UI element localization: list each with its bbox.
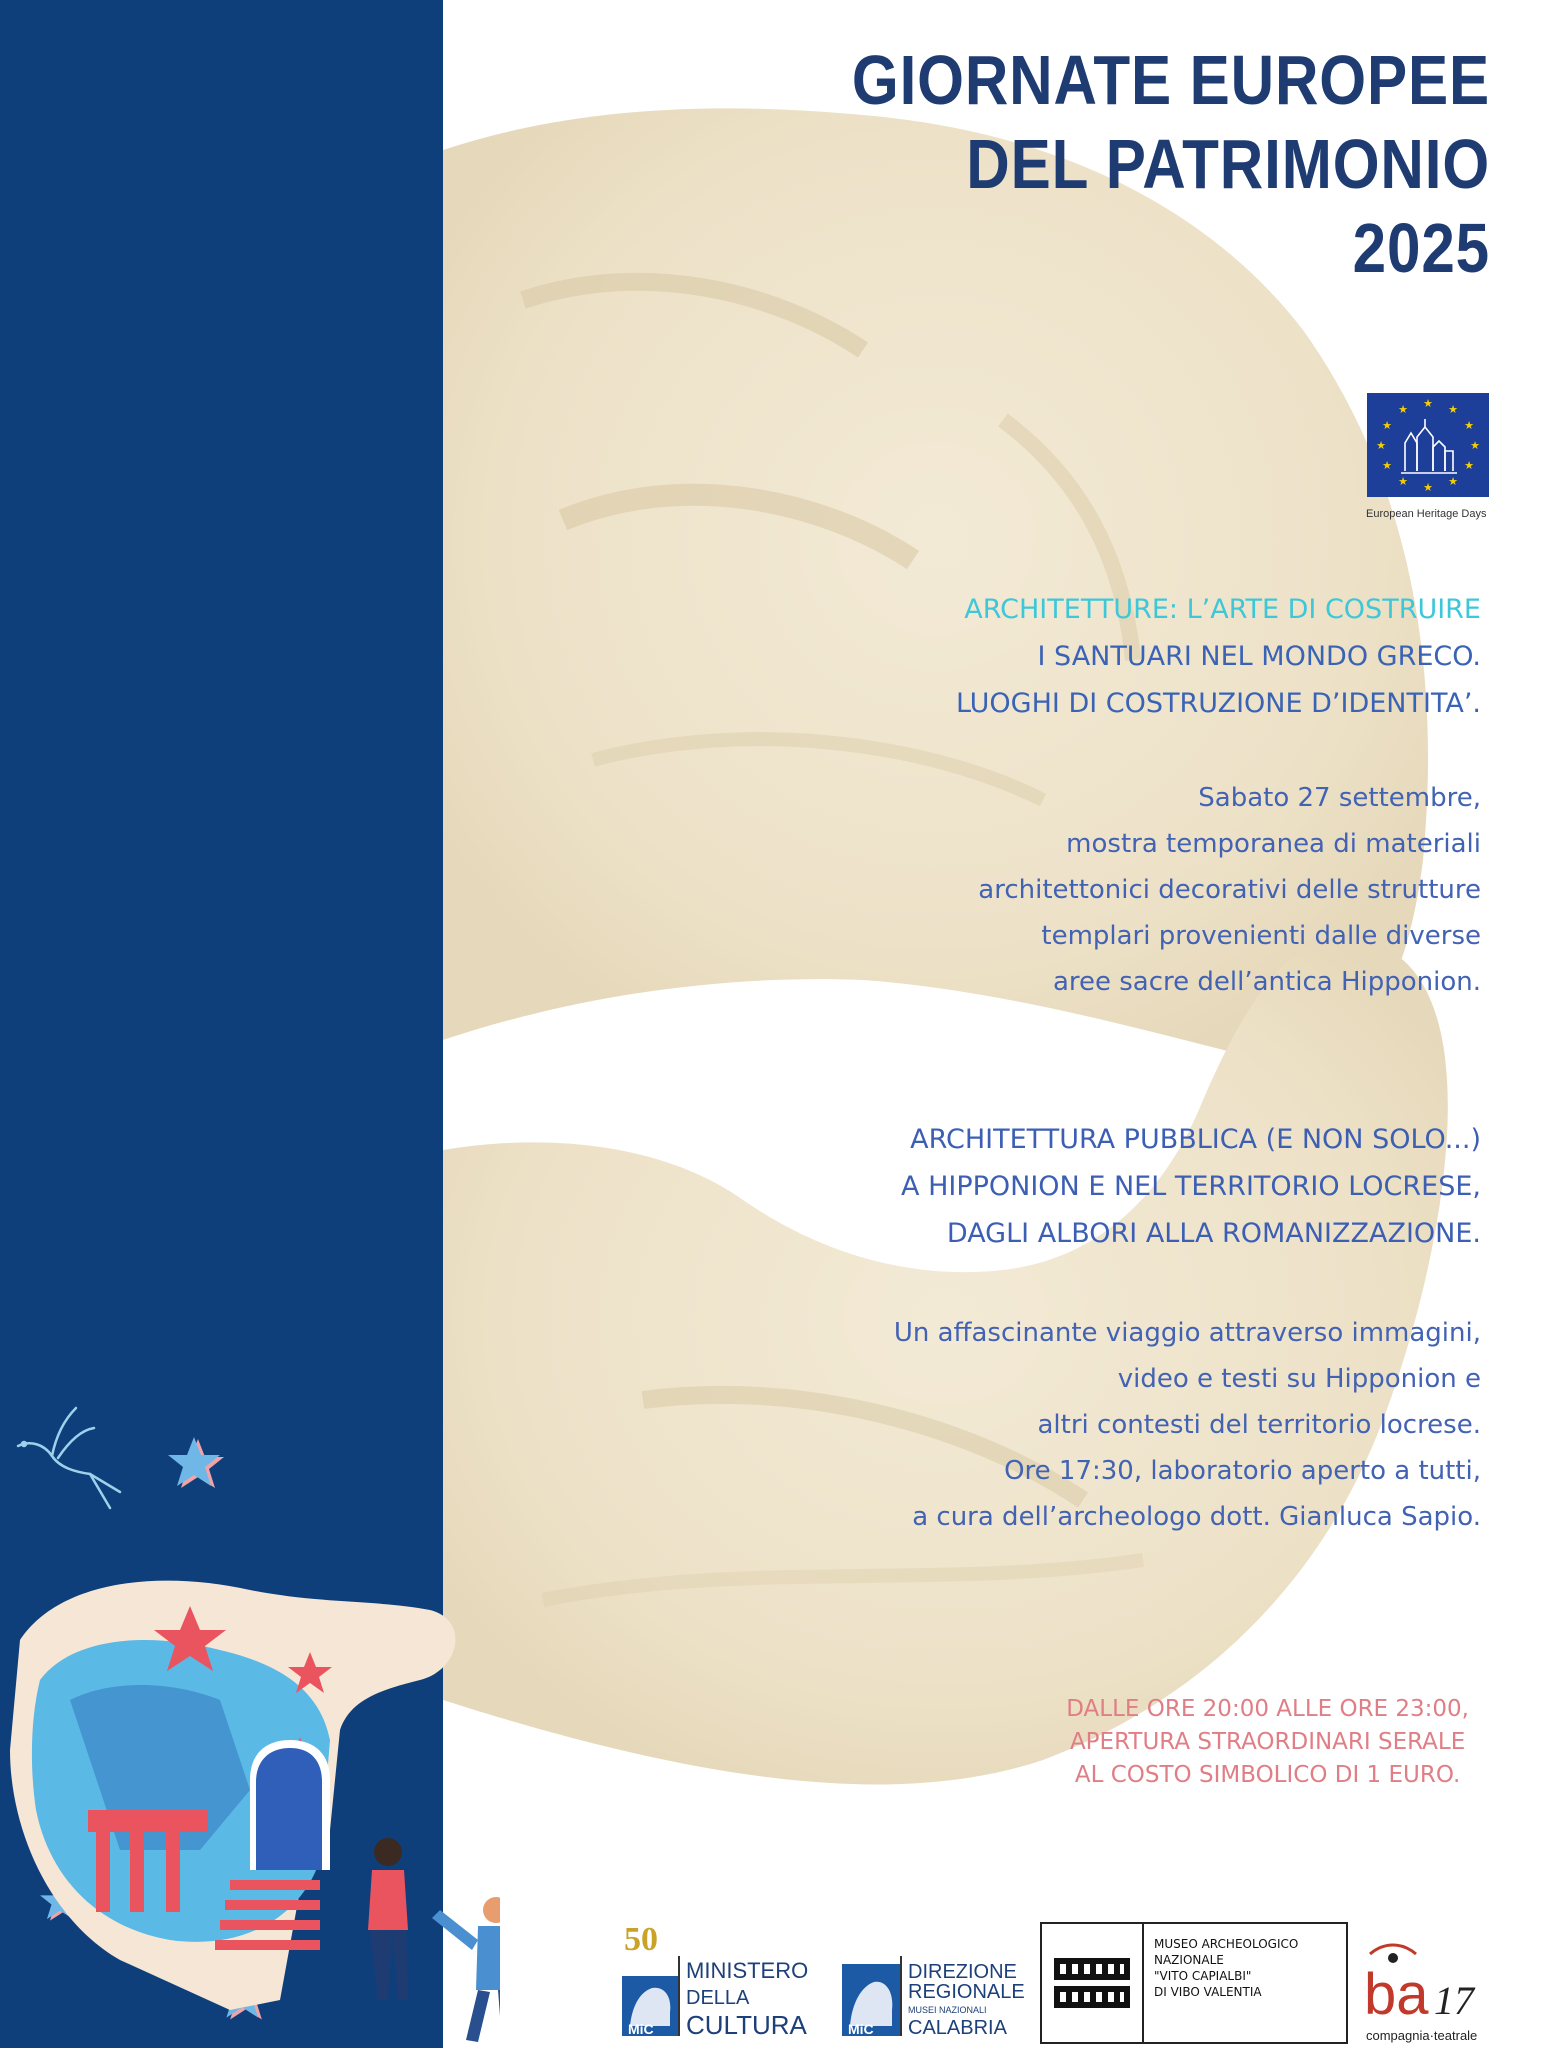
- museum-line: MUSEO ARCHEOLOGICO: [1154, 1937, 1299, 1951]
- heading2-line: DAGLI ALBORI ALLA ROMANIZZAZIONE.: [946, 1218, 1481, 1249]
- evening-line: DALLE ORE 20:00 ALLE ORE 23:00,: [1066, 1696, 1469, 1722]
- svg-text:ba: ba: [1364, 1962, 1429, 2027]
- event2-heading: [901, 1116, 1481, 1257]
- museum-name: [1154, 1936, 1298, 2000]
- svg-text:★: ★: [1464, 419, 1474, 432]
- european-heritage-days-logo: [1367, 393, 1489, 497]
- event1-line: templari provenienti dalle diverse: [1041, 921, 1481, 951]
- svg-text:★: ★: [1382, 419, 1392, 432]
- evening-line: APERTURA STRAORDINARI SERALE: [1069, 1729, 1466, 1755]
- svg-text:REGIONALE: REGIONALE: [908, 1981, 1025, 2003]
- svg-text:17: 17: [1434, 1978, 1474, 2023]
- heritage-head-illustration: [0, 1530, 500, 2048]
- event1-line: aree sacre dell’antica Hipponion.: [1052, 967, 1481, 997]
- theme-highlight: ARCHITETTURE: L’ARTE DI COSTRUIRE: [964, 594, 1481, 625]
- svg-text:★: ★: [1448, 475, 1458, 488]
- svg-text:DIREZIONE: DIREZIONE: [908, 1961, 1017, 1983]
- svg-text:MiC: MiC: [628, 2021, 654, 2037]
- svg-text:CALABRIA: CALABRIA: [908, 2017, 1007, 2039]
- partner-logos: [610, 1910, 1510, 2048]
- svg-text:DELLA: DELLA: [686, 1987, 750, 2009]
- title-line-3: 2025: [1352, 209, 1490, 287]
- event2-line: video e testi su Hipponion e: [1117, 1364, 1481, 1394]
- ministero-cultura-logo: [618, 1916, 818, 2040]
- svg-text:★: ★: [1376, 439, 1386, 452]
- event1-line: mostra temporanea di materiali: [1066, 829, 1481, 859]
- heading2-line: ARCHITETTURA PUBBLICA (E NON SOLO...): [910, 1124, 1481, 1155]
- svg-text:MUSEI NAZIONALI: MUSEI NAZIONALI: [908, 2005, 987, 2015]
- title-line-2: DEL PATRIMONIO: [966, 125, 1490, 203]
- event1-line: Sabato 27 settembre,: [1198, 783, 1481, 813]
- svg-text:★: ★: [1464, 459, 1474, 472]
- title-line-1: GIORNATE EUROPEE: [851, 41, 1490, 119]
- event2-line: Un affascinante viaggio attraverso immagini,: [893, 1318, 1481, 1348]
- svg-text:★: ★: [1448, 403, 1458, 416]
- museum-line: DI VIBO VALENTIA: [1154, 1985, 1262, 1999]
- evening-opening-notice: [1066, 1693, 1469, 1792]
- museum-line: "VITO CAPIALBI": [1154, 1969, 1252, 1983]
- svg-text:★: ★: [1398, 403, 1408, 416]
- svg-text:★: ★: [1398, 475, 1408, 488]
- theme-block: [956, 586, 1481, 727]
- theme-line: I SANTUARI NEL MONDO GRECO.: [1037, 641, 1481, 672]
- event1-description: [978, 775, 1481, 1005]
- theme-line: LUOGHI DI COSTRUZIONE D’IDENTITA’.: [955, 688, 1481, 719]
- direzione-regionale-logo: [838, 1916, 1038, 2040]
- ehd-caption: European Heritage Days: [1366, 508, 1487, 520]
- svg-text:★: ★: [1423, 481, 1433, 494]
- museum-divider: [1142, 1924, 1144, 2042]
- svg-text:CULTURA: CULTURA: [686, 2010, 807, 2040]
- svg-text:★: ★: [1423, 397, 1433, 410]
- svg-text:MiC: MiC: [848, 2021, 874, 2037]
- people-illustration: [368, 1838, 500, 2042]
- svg-text:50: 50: [624, 1921, 658, 1958]
- star-icon: [168, 1435, 228, 1495]
- event2-line: altri contesti del territorio locrese.: [1037, 1410, 1481, 1440]
- museum-mark-icon: [1050, 1944, 1134, 2020]
- svg-text:MINISTERO: MINISTERO: [686, 1958, 809, 1983]
- museo-capialbi-logo: [1040, 1922, 1348, 2044]
- svg-text:★: ★: [1382, 459, 1392, 472]
- evening-line: AL COSTO SIMBOLICO DI 1 EURO.: [1074, 1762, 1461, 1788]
- museum-line: NAZIONALE: [1154, 1953, 1224, 1967]
- event2-description: [894, 1310, 1481, 1540]
- heading2-line: A HIPPONION E NEL TERRITORIO LOCRESE,: [901, 1171, 1481, 1202]
- ba17-logo: [1362, 1916, 1492, 2046]
- bird-icon: [10, 1400, 130, 1520]
- svg-text:★: ★: [1470, 439, 1480, 452]
- page-title: [748, 38, 1490, 290]
- svg-text:compagnia·teatrale: compagnia·teatrale: [1366, 2028, 1478, 2043]
- event1-line: architettonici decorativi delle strutture: [978, 875, 1481, 905]
- event2-line: a cura dell’archeologo dott. Gianluca Sapio.: [912, 1502, 1481, 1532]
- event2-line: Ore 17:30, laboratorio aperto a tutti,: [1004, 1456, 1481, 1486]
